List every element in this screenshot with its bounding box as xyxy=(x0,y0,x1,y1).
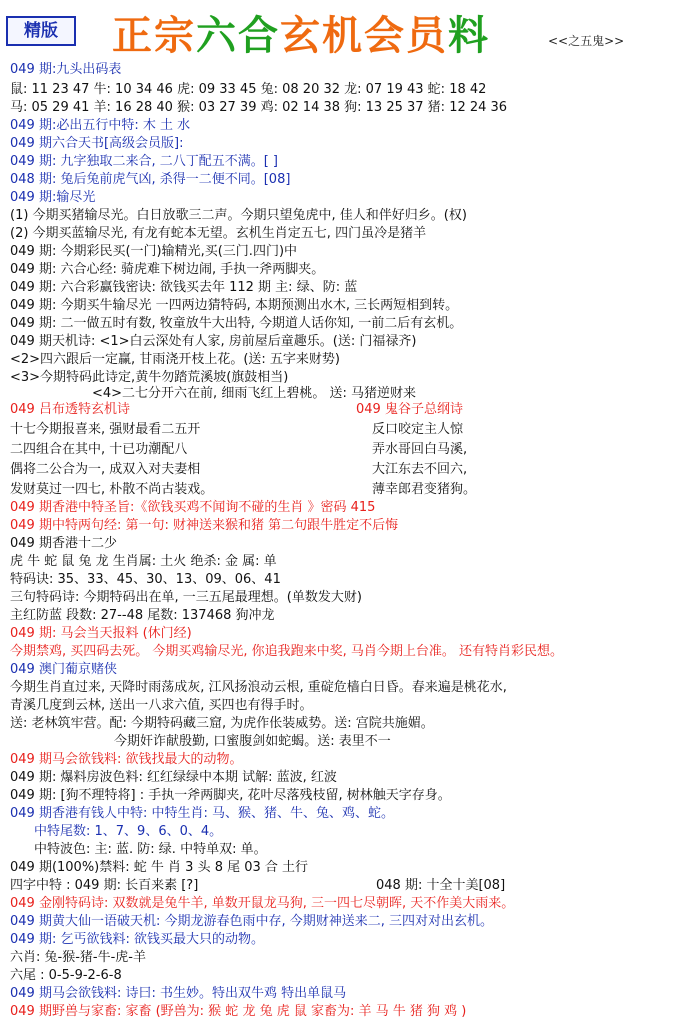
text-line-l28: 虎 牛 蛇 鼠 兔 龙 生肖属: 土火 绝杀: 金 属: 单 xyxy=(10,554,277,569)
guiguzi-line-3: 大江东去不回六, xyxy=(372,462,468,477)
text-line-l29: 特码诀: 35、33、45、30、13、09、06、41 xyxy=(10,572,281,587)
text-line-l44: 中特波色: 主: 蓝. 防: 绿. 中特单双: 单。 xyxy=(34,842,267,857)
text-line-l39: 049 期马会欲钱料: 欲钱找最大的动物。 xyxy=(10,752,243,767)
title-char: 正 xyxy=(112,12,154,59)
guiguzi-line-1: 反口咬定主人惊 xyxy=(372,422,464,437)
text-line-l14: 049 期: 今期买牛输尽光 一四两边猜特码, 本期预测出水木, 三长两短相到转。 xyxy=(10,298,459,313)
title-char: 会 xyxy=(364,12,406,59)
text-line-l23: 偶将二公合为一, 成双入对夫妻相 xyxy=(10,462,201,477)
text-line-l05: 049 期六合天书[高级会员版]: xyxy=(10,136,184,151)
text-line-l37: 送: 老林筑牢营。配: 今期特码藏三窟, 为虎作伥装威势。送: 宫院共施媚。 xyxy=(10,716,434,731)
title-char: 料 xyxy=(448,12,490,59)
text-line-l43: 中特尾数: 1、7、9、6、0、4。 xyxy=(34,824,223,839)
text-line-l35: 今期生肖直过来, 天降时雨荡成灰, 江风扬浪动云根, 重碇危樯白日昏。春来遍是桃花水, xyxy=(10,680,507,695)
text-line-l09: (1) 今期买猪输尽光。白日放歌三二声。今期只望兔虎中, 佳人和伴好归乡。(权) xyxy=(10,208,467,223)
text-line-l18: <3>今期特码此诗定,黄牛勿踏荒溪坡(旗鼓相当) xyxy=(10,370,289,385)
text-line-l19: <4>二七分开六在前, 细雨飞红上碧桃。 送: 马猪逆财来 xyxy=(92,386,416,401)
text-line-l47: 049 金刚特码诗: 双数就是兔牛羊, 单数开鼠龙马狗, 三一四七尽朝晖, 天不作美大雨来。 xyxy=(10,896,515,911)
text-line-l13: 049 期: 六合彩赢钱密诀: 欲钱买去年 112 期 主: 绿、防: 蓝 xyxy=(10,280,358,295)
text-line-l27: 049 期香港十二少 xyxy=(10,536,117,551)
text-line-l10: (2) 今期买蓝输尽光, 有龙有蛇本无望。玄机生肖定五七, 四门虽冷是猪羊 xyxy=(10,226,427,241)
text-line-l34: 049 澳门葡京赌侠 xyxy=(10,662,117,677)
text-line-l48: 049 期黄大仙一语破天机: 今期龙游春色雨中存, 今期财神送来二, 三四对对出玄机。 xyxy=(10,914,493,929)
text-line-l16: 049 期天机诗: <1>白云深处有人家, 房前屋后童趣乐。(送: 门福禄齐) xyxy=(10,334,417,349)
text-line-l11: 049 期: 今期彩民买(一门)输精光,买(三门.四门)中 xyxy=(10,244,298,259)
guiguzi-line-2: 弄水哥回白马溪, xyxy=(372,442,468,457)
title-char: 宗 xyxy=(154,12,196,59)
text-line-l04: 049 期:必出五行中特: 木 土 水 xyxy=(10,118,191,133)
text-line-l52: 049 期马会欲钱料: 诗曰: 书生妙。特出双牛鸡 特出单鼠马 xyxy=(10,986,347,1001)
text-line-l07: 048 期: 兔后兔前虎气凶, 杀得一二便不同。[08] xyxy=(10,172,291,187)
text-line-l06: 049 期: 九字独取二来合, 二八丁配五不满。[ ] xyxy=(10,154,278,169)
text-line-l31: 主红防蓝 段数: 27--48 尾数: 137468 狗冲龙 xyxy=(10,608,275,623)
text-line-l12: 049 期: 六合心经: 骑虎难下树边闹, 手执一斧两脚夹。 xyxy=(10,262,325,277)
text-line-l32: 049 期: 马会当天报料 (休门经) xyxy=(10,626,192,641)
guiguzi-line-4: 薄幸郎君变猪狗。 xyxy=(372,482,477,497)
page-subtitle: <<之五鬼>> xyxy=(548,34,625,48)
text-line-l03: 马: 05 29 41 羊: 16 28 40 猴: 03 27 39 鸡: 02 14 38 狗: 13 25 37 猪: 12 24 36 xyxy=(10,100,508,115)
text-line-l25: 049 期香港中特圣旨:《欲钱买鸡不闻询不碰的生肖 》密码 415 xyxy=(10,500,376,515)
text-line-l36: 青溪几度到云林, 送出一八求六值, 买四也有得手时。 xyxy=(10,698,313,713)
text-line-l15: 049 期: 二一做五时有数, 牧童放牛大出特, 今期道人话你知, 一前二后有玄机。 xyxy=(10,316,463,331)
header xyxy=(0,0,690,58)
text-line-l46b: 048 期: 十全十美[08] xyxy=(376,878,506,893)
text-line-l08: 049 期:输尽光 xyxy=(10,190,96,205)
text-line-l20: 049 吕布透特玄机诗 xyxy=(10,402,130,417)
title-char: 机 xyxy=(322,12,364,59)
text-line-l22: 二四组合在其中, 十已功潮配八 xyxy=(10,442,188,457)
page-title xyxy=(112,4,490,61)
text-line-l53: 049 期野兽与家畜: 家畜 (野兽为: 猴 蛇 龙 兔 虎 鼠 家畜为: 羊 马 牛 猪 狗 鸡 ) xyxy=(10,1004,467,1019)
text-line-l46: 四字中特 : 049 期: 长百来素 [?] xyxy=(10,878,199,893)
text-line-l41: 049 期: [狗不理特将] : 手执一斧两脚夹, 花叶尽落残枝留, 树林触天字存身。 xyxy=(10,788,451,803)
title-char: 合 xyxy=(238,12,280,59)
text-line-l51: 六尾 : 0-5-9-2-6-8 xyxy=(10,968,122,983)
text-line-l49: 049 期: 乞丐欲钱料: 欲钱买最大只的动物。 xyxy=(10,932,264,947)
text-line-l50: 六肖: 兔-猴-猪-牛-虎-羊 xyxy=(10,950,146,965)
text-line-l21: 十七今期报喜来, 强财最看二五开 xyxy=(10,422,201,437)
text-line-l42: 049 期香港有钱人中特: 中特生肖: 马、猴、猪、牛、兔、鸡、蛇。 xyxy=(10,806,394,821)
text-line-l38: 今期奸诈献殷勤, 口蜜腹剑如蛇蝎。送: 表里不一 xyxy=(114,734,391,749)
text-line-l01: 049 期:九头出码表 xyxy=(10,62,122,77)
edition-badge: 精版 xyxy=(6,16,76,46)
title-char: 六 xyxy=(196,12,238,59)
text-line-l33: 今期禁鸡, 买四码去死。 今期买鸡输尽光, 你追我跑来中奖, 马肖今期上台准。 还有特肖彩民想。 xyxy=(10,644,564,659)
text-line-l30: 三句特码诗: 今期特码出在单, 一三五尾最理想。(单数发大财) xyxy=(10,590,362,605)
text-line-l02: 鼠: 11 23 47 牛: 10 34 46 虎: 09 33 45 兔: 08 20 32 龙: 07 19 43 蛇: 18 42 xyxy=(10,82,487,97)
text-line-l17: <2>四六跟后一定赢, 甘雨浇开枝上花。(送: 五字来财势) xyxy=(10,352,340,367)
text-line-l40: 049 期: 爆料房波色料: 红红绿绿中本期 试解: 蓝波, 红波 xyxy=(10,770,337,785)
text-line-l26: 049 期中特两句经: 第一句: 财神送来猴和猪 第二句跟牛胜定不后悔 xyxy=(10,518,399,533)
title-char: 员 xyxy=(406,12,448,59)
text-line-l45: 049 期(100%)禁料: 蛇 牛 肖 3 头 8 尾 03 合 土行 xyxy=(10,860,309,875)
guiguzi-heading: 049 鬼谷子总纲诗 xyxy=(356,402,463,417)
text-line-l24: 发财莫过一四七, 朴散不尚古装戏。 xyxy=(10,482,214,497)
title-char: 玄 xyxy=(280,12,322,59)
